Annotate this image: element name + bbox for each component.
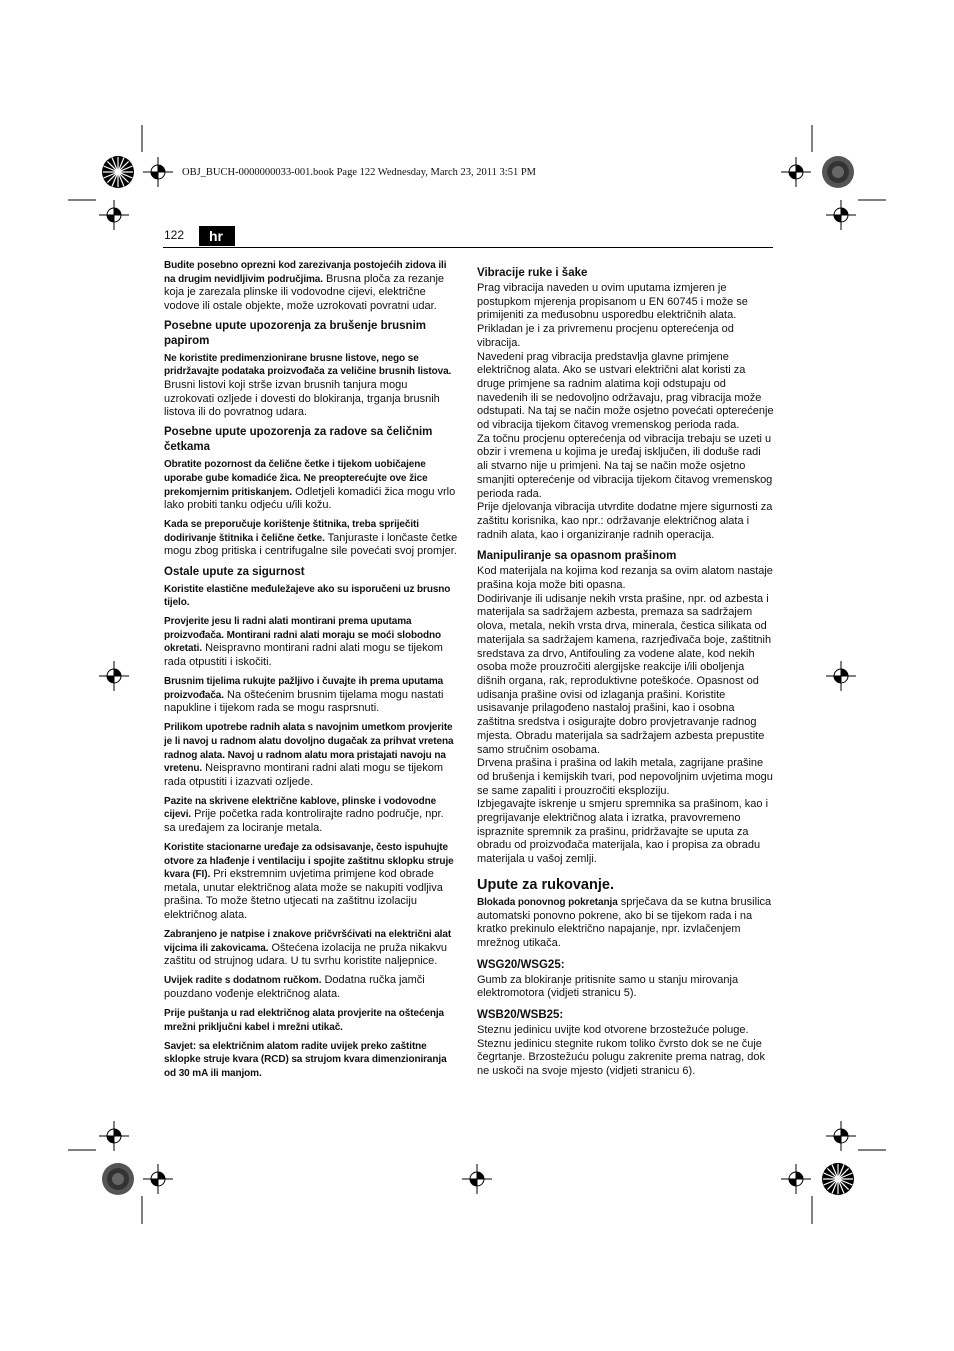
paragraph-bold-lead: Brusnim tijelima rukujte pažljivo i čuvajte ih prema uputama proizvođača. (164, 676, 444, 701)
paragraph-bold-lead: Pazite na skrivene električne kablove, plinske i vodovodne cijevi. (164, 795, 437, 821)
paragraph-bold-lead: Zabranjeno je natpise i znakove pričvršćivati na električni alat vijcima ili zakovicama. (164, 929, 452, 954)
section-heading: Ostale upute za sigurnost (164, 565, 305, 578)
paragraph-text: Oštećena izolacija ne pruža nikakvu zaštitu od strujnog udara. U tu svrhu koristite naljepnice. (164, 941, 447, 968)
section-heading: Manipuliranje sa opasnom prašinom (477, 550, 677, 563)
section-heading: Vibracije ruke i šake (477, 267, 588, 279)
paragraph-bold-lead: Prilikom upotrebe radnih alata s navojnim umetkom provjerite je li navoj u radnom alatu dovoljno dugačak za prihvat vretena radnog alata. Navoj u radnom alatu mora pristajati navoju na vretenu. (164, 722, 454, 775)
paragraph-text: Pri ekstremnim uvjetima primjene kod obrade metala, unutar električnog alata može se nakupiti vodljiva prašina. To može štetno utjecati na zaštitnu izolaciju električnog alata. (164, 868, 443, 922)
paragraph-text: Drvena prašina i prašina od lakih metala, zagrijane prašine od brušenja i kemijskih tvari, pod nepovoljnim uvjetima mogu se same zapaliti i prouzročiti eksploziju. (477, 757, 773, 797)
paragraph-bold-lead: Budite posebno oprezni kod zarezivanja postojećih zidova ili na drugim nevidljivim područjima. (164, 260, 447, 285)
paragraph-text: Navedeni prag vibracija predstavlja glavne primjene električnog alata. Ako se ustvari električni alat koristi za druge primjene sa radnim alatima koji odstupaju od navedenih ili se nedovoljno održavaju, prag vibracija može odstupati. Na taj se način može osjetno povećati opterećenje od vibracija tijekom čitavog vremenskog perioda rada. (477, 350, 774, 432)
paragraph-text: Brusna ploča za rezanje koja je zarezala plinske ili vodovodne cijevi, električne vodove ili ostale objekte, može uzrokovati povratni udar. (164, 272, 445, 312)
paragraph-text: Tanjuraste i lončaste četke mogu zbog pritiska i centrifugalne sile povećati svoj promjer. (164, 531, 458, 558)
section-heading: WSB20/WSB25: (477, 1009, 564, 1022)
section-heading: Posebne upute upozorenja za radove sa čeličnim četkama (164, 426, 433, 454)
book-file-header: OBJ_BUCH-0000000033-001.book Page 122 Wednesday, March 23, 2011 3:51 PM (182, 167, 536, 178)
chapter-heading: Upute za rukovanje. (477, 876, 614, 893)
paragraph-bold-lead: Koristite elastične međuležajeve ako su isporučeni uz brusno tijelo. (164, 583, 451, 609)
paragraph-text: Kod materijala na kojima kod rezanja sa ovim alatom nastaje prašina koja može biti opasna. (477, 565, 773, 592)
paragraph-text: Neispravno montirani radni alati mogu se tijekom rada otpustiti i iskočiti. (164, 642, 443, 668)
paragraph-bold-lead: Blokada ponovnog pokretanja (477, 896, 618, 908)
paragraph-bold-lead: Savjet: sa električnim alatom radite uvijek preko zaštitne sklopke struje kvara (RCD) sa strujom kvara dimenzioniranja od 30 mA ili manjom. (164, 1040, 447, 1079)
paragraph-text: Dodatna ručka jamči pouzdano vođenje električnog alata. (164, 974, 425, 1001)
paragraph-text: Izbjegavajte iskrenje u smjeru spremnika sa prašinom, kao i pregrijavanje električnog alata i izratka, pravovremeno ispraznite spremnik za prašinu, pridržavajte se uputa za obradu od proizvođača materijala, kao i propisa za obradu materijala u vašoj zemlji. (477, 798, 769, 866)
section-heading: Posebne upute upozorenja za brušenje brusnim papirom (164, 319, 426, 347)
paragraph-bold-lead: Uvijek radite s dodatnom ručkom. (164, 975, 322, 987)
paragraph-text: Na oštećenim brusnim tijelama mogu nastati napukline i tijekom rada se mogu rasprsnuti. (164, 688, 444, 715)
paragraph-text: Za točnu procjenu opterećenja od vibracija trebaju se uzeti u obzir i vremena u kojima je uređaj isključen, ili doduše radi ali stvarno nije u primjeni. Na taj se način može osjetno smanjiti opterećenje od vibracija tijekom čitavog vremenskog perioda rada. (477, 432, 773, 500)
paragraph-text: Odletjeli komadići žica mogu vrlo lako probiti tanku odjeću u/ili kožu. (164, 485, 456, 512)
paragraph-text: Prag vibracija naveden u ovim uputama izmjeren je postupkom mjerenja propisanom u EN 60745 i može se primijeniti za međusobnu usporedbu električnih alata. Prikladan je i za privremenu procjenu opterećenja od vibracija. (477, 282, 748, 349)
paragraph-bold-lead: Kada se preporučuje korištenje štitnika, treba spriječiti dodirivanje štitnika i čelične četke. (164, 519, 419, 544)
paragraph-text: sprječava da se kutna brusilica automatski ponovno pokrene, ako bi se tijekom rada i na kratko prekinulo električno napajanje, npr. izvlačenjem mrežnog utikača. (477, 895, 772, 949)
paragraph-text: Prije djelovanja vibracija utvrdite dodatne mjere sigurnosti za zaštitu korisnika, kao npr.: održavanje električnog alata i radnih alata, kao i organiziranje radnih operacija. (477, 501, 773, 541)
paragraph-bold-lead: Koristite stacionarne uređaje za odsisavanje, često ispuhujte otvore za hlađenje i ventilaciju i spojite zaštitnu sklopku struje kvara (FI). (164, 842, 454, 881)
paragraph-bold-lead: Provjerite jesu li radni alati montirani prema uputama proizvođača. Montirani radni alati moraju se moći slobodno okretati. (164, 616, 442, 655)
language-badge: hr (199, 226, 235, 246)
paragraph-bold-lead: Obratite pozornost da čelične četke i tijekom uobičajene uporabe gube komadiće žica. Ne preopterećujte ove žice prekomjernim pritiskanjem. (164, 459, 428, 498)
paragraph-text: Steznu jedinicu uvijte kod otvorene brzostežuće poluge. Steznu jedinicu stegnite rukom toliko čvrsto dok se ne čuje čegrtanje. Brzostežuću polugu zakrenite prema natrag, dok ne uskoči na svoje mjesto (vidjeti stranicu 6). (477, 1024, 765, 1078)
page-number: 122 (164, 228, 185, 242)
paragraph-text: Brusni listovi koji strše izvan brusnih tanjura mogu uzrokovati ozljede i dovesti do blokiranja, trganja brusnih listova ili do povratnog udara. (164, 379, 440, 419)
section-heading: WSG20/WSG25: (477, 958, 565, 971)
paragraph-text: Prije početka rada kontrolirajte radno područje, npr. sa uređajem za lociranje metala. (164, 808, 444, 834)
paragraph-bold-lead: Ne koristite predimenzionirane brusne listove, nego se pridržavajte podataka proizvođača za veličine brusnih listova. (164, 352, 452, 378)
paragraph-text: Dodirivanje ili udisanje nekih vrsta prašine, npr. od azbesta i materijala sa sadržajem azbesta, premaza sa sadržajem olova, metala, nekih vrsta drva, minerala, čestica silikata od materijala sa sadržajem kamena, razrjeđivača boje, zaštitnih sredstava za drvo, Antifouling za vodene alate, kod nekih osoba može prouzročiti alergijske reakcije i/ili oboljenja dišnih organa, rak, reproduktivne poteškoće. Opasnost od udisanja prašine ovisi od izlaganja prašini. Koristite usisavanje prilagođeno nastaloj prašini, kao i osobna zaštitna sredstva i osigurajte dobro provjetravanje radnog mjesta. Obradu materijala sa sadržajem azbesta prepustite samo stručnim osobama. (477, 592, 772, 756)
paragraph-text: Neispravno montirani radni alati mogu se tijekom rada otpustiti i izazvati ozljede. (164, 762, 443, 788)
paragraph-text: Gumb za blokiranje pritisnite samo u stanju mirovanja elektromotora (vidjeti stranicu 5). (477, 973, 739, 1000)
paragraph-bold-lead: Prije puštanja u rad električnog alata provjerite na oštećenja mrežni priključni kabel i mrežni utikač. (164, 1008, 445, 1033)
